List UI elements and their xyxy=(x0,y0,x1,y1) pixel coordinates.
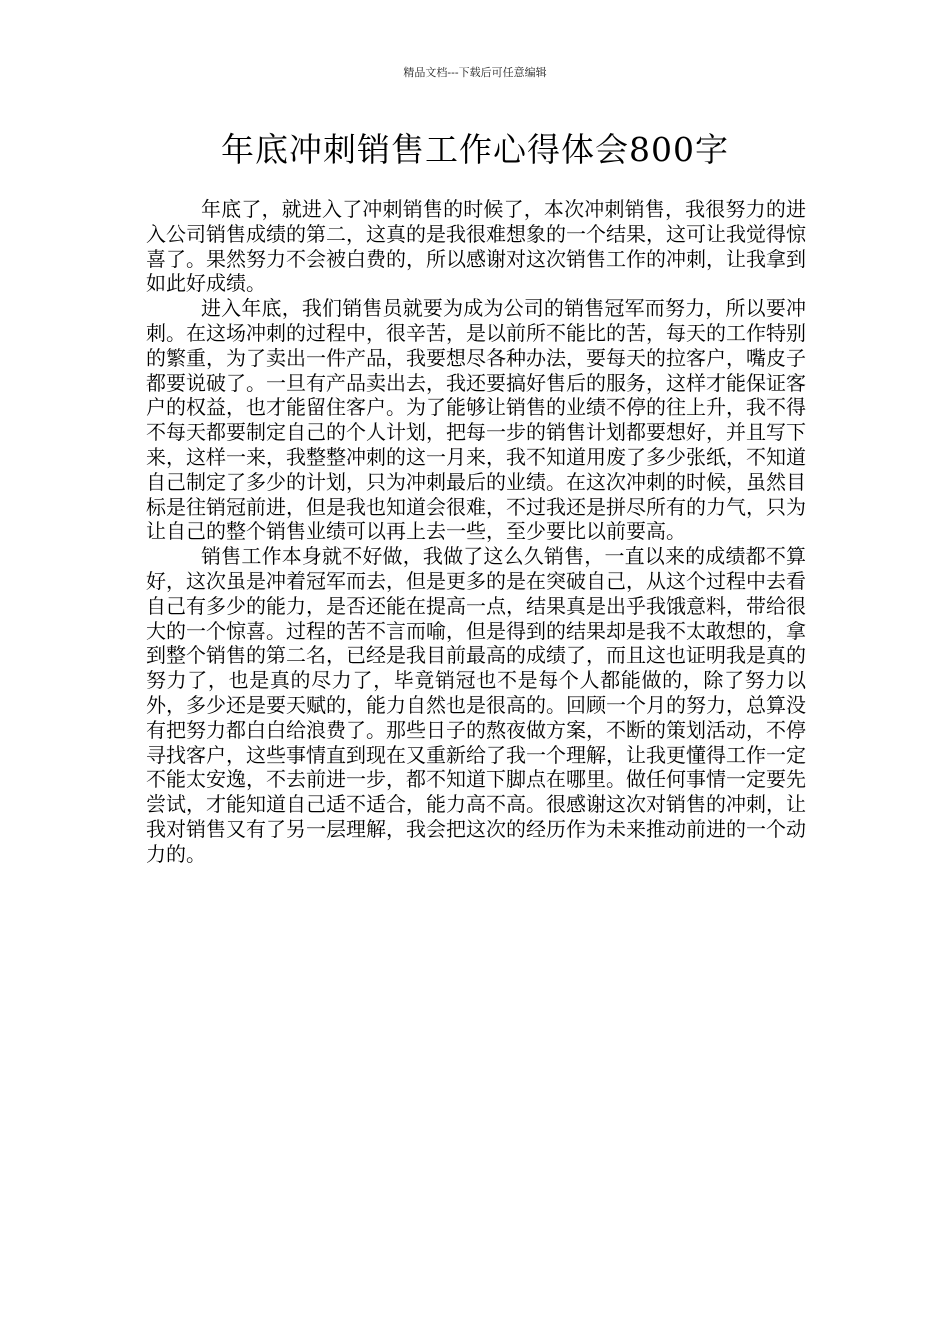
document-body xyxy=(146,197,806,867)
paragraph-2: 进入年底，我们销售员就要为成为公司的销售冠军而努力，所以要冲刺。在这场冲刺的过程中，很辛苦，是以前所不能比的苦，每天的工作特别的繁重，为了卖出一件产品，我要想尽各种办法，要每天的拉客户，嘴皮子都要说破了。一旦有产品卖出去，我还要搞好售后的服务，这样才能保证客户的权益，也才能留住客户。为了能够让销售的业绩不停的往上升，我不得不每天都要制定自己的个人计划，把每一步的销售计划都要想好，并且写下来，这样一来，我整整冲刺的这一月来，我不知道用废了多少张纸，不知道自己制定了多少的计划，只为冲刺最后的业绩。在这次冲刺的时候，虽然目标是往销冠前进，但是我也知道会很难，不过我还是拼尽所有的力气，只为让自己的整个销售业绩可以再上去一些，至少要比以前要高。 xyxy=(146,296,806,544)
paragraph-3: 销售工作本身就不好做，我做了这么久销售，一直以来的成绩都不算好，这次虽是冲着冠军而去，但是更多的是在突破自己，从这个过程中去看自己有多少的能力，是否还能在提高一点，结果真是出乎我饿意料，带给很大的一个惊喜。过程的苦不言而喻，但是得到的结果却是我不太敢想的，拿到整个销售的第二名，已经是我目前最高的成绩了，而且这也证明我是真的努力了，也是真的尽力了，毕竟销冠也不是每个人都能做的，除了努力以外，多少还是要天赋的，能力自然也是很高的。回顾一个月的努力，总算没有把努力都白白给浪费了。那些日子的熬夜做方案，不断的策划活动，不停寻找客户，这些事情直到现在又重新给了我一个理解，让我更懂得工作一定不能太安逸，不去前进一步，都不知道下脚点在哪里。做任何事情一定要先尝试，才能知道自己适不适合，能力高不高。很感谢这次对销售的冲刺，让我对销售又有了另一层理解，我会把这次的经历作为未来推动前进的一个动力的。 xyxy=(146,544,806,866)
paragraph-1: 年底了，就进入了冲刺销售的时候了，本次冲刺销售，我很努力的进入公司销售成绩的第二，这真的是我很难想象的一个结果，这可让我觉得惊喜了。果然努力不会被白费的，所以感谢对这次销售工作的冲刺，让我拿到如此好成绩。 xyxy=(146,197,806,296)
page-header: 精品文档---下载后可任意编辑 xyxy=(403,66,547,79)
document-title: 年底冲刺销售工作心得体会800字 xyxy=(221,130,729,169)
